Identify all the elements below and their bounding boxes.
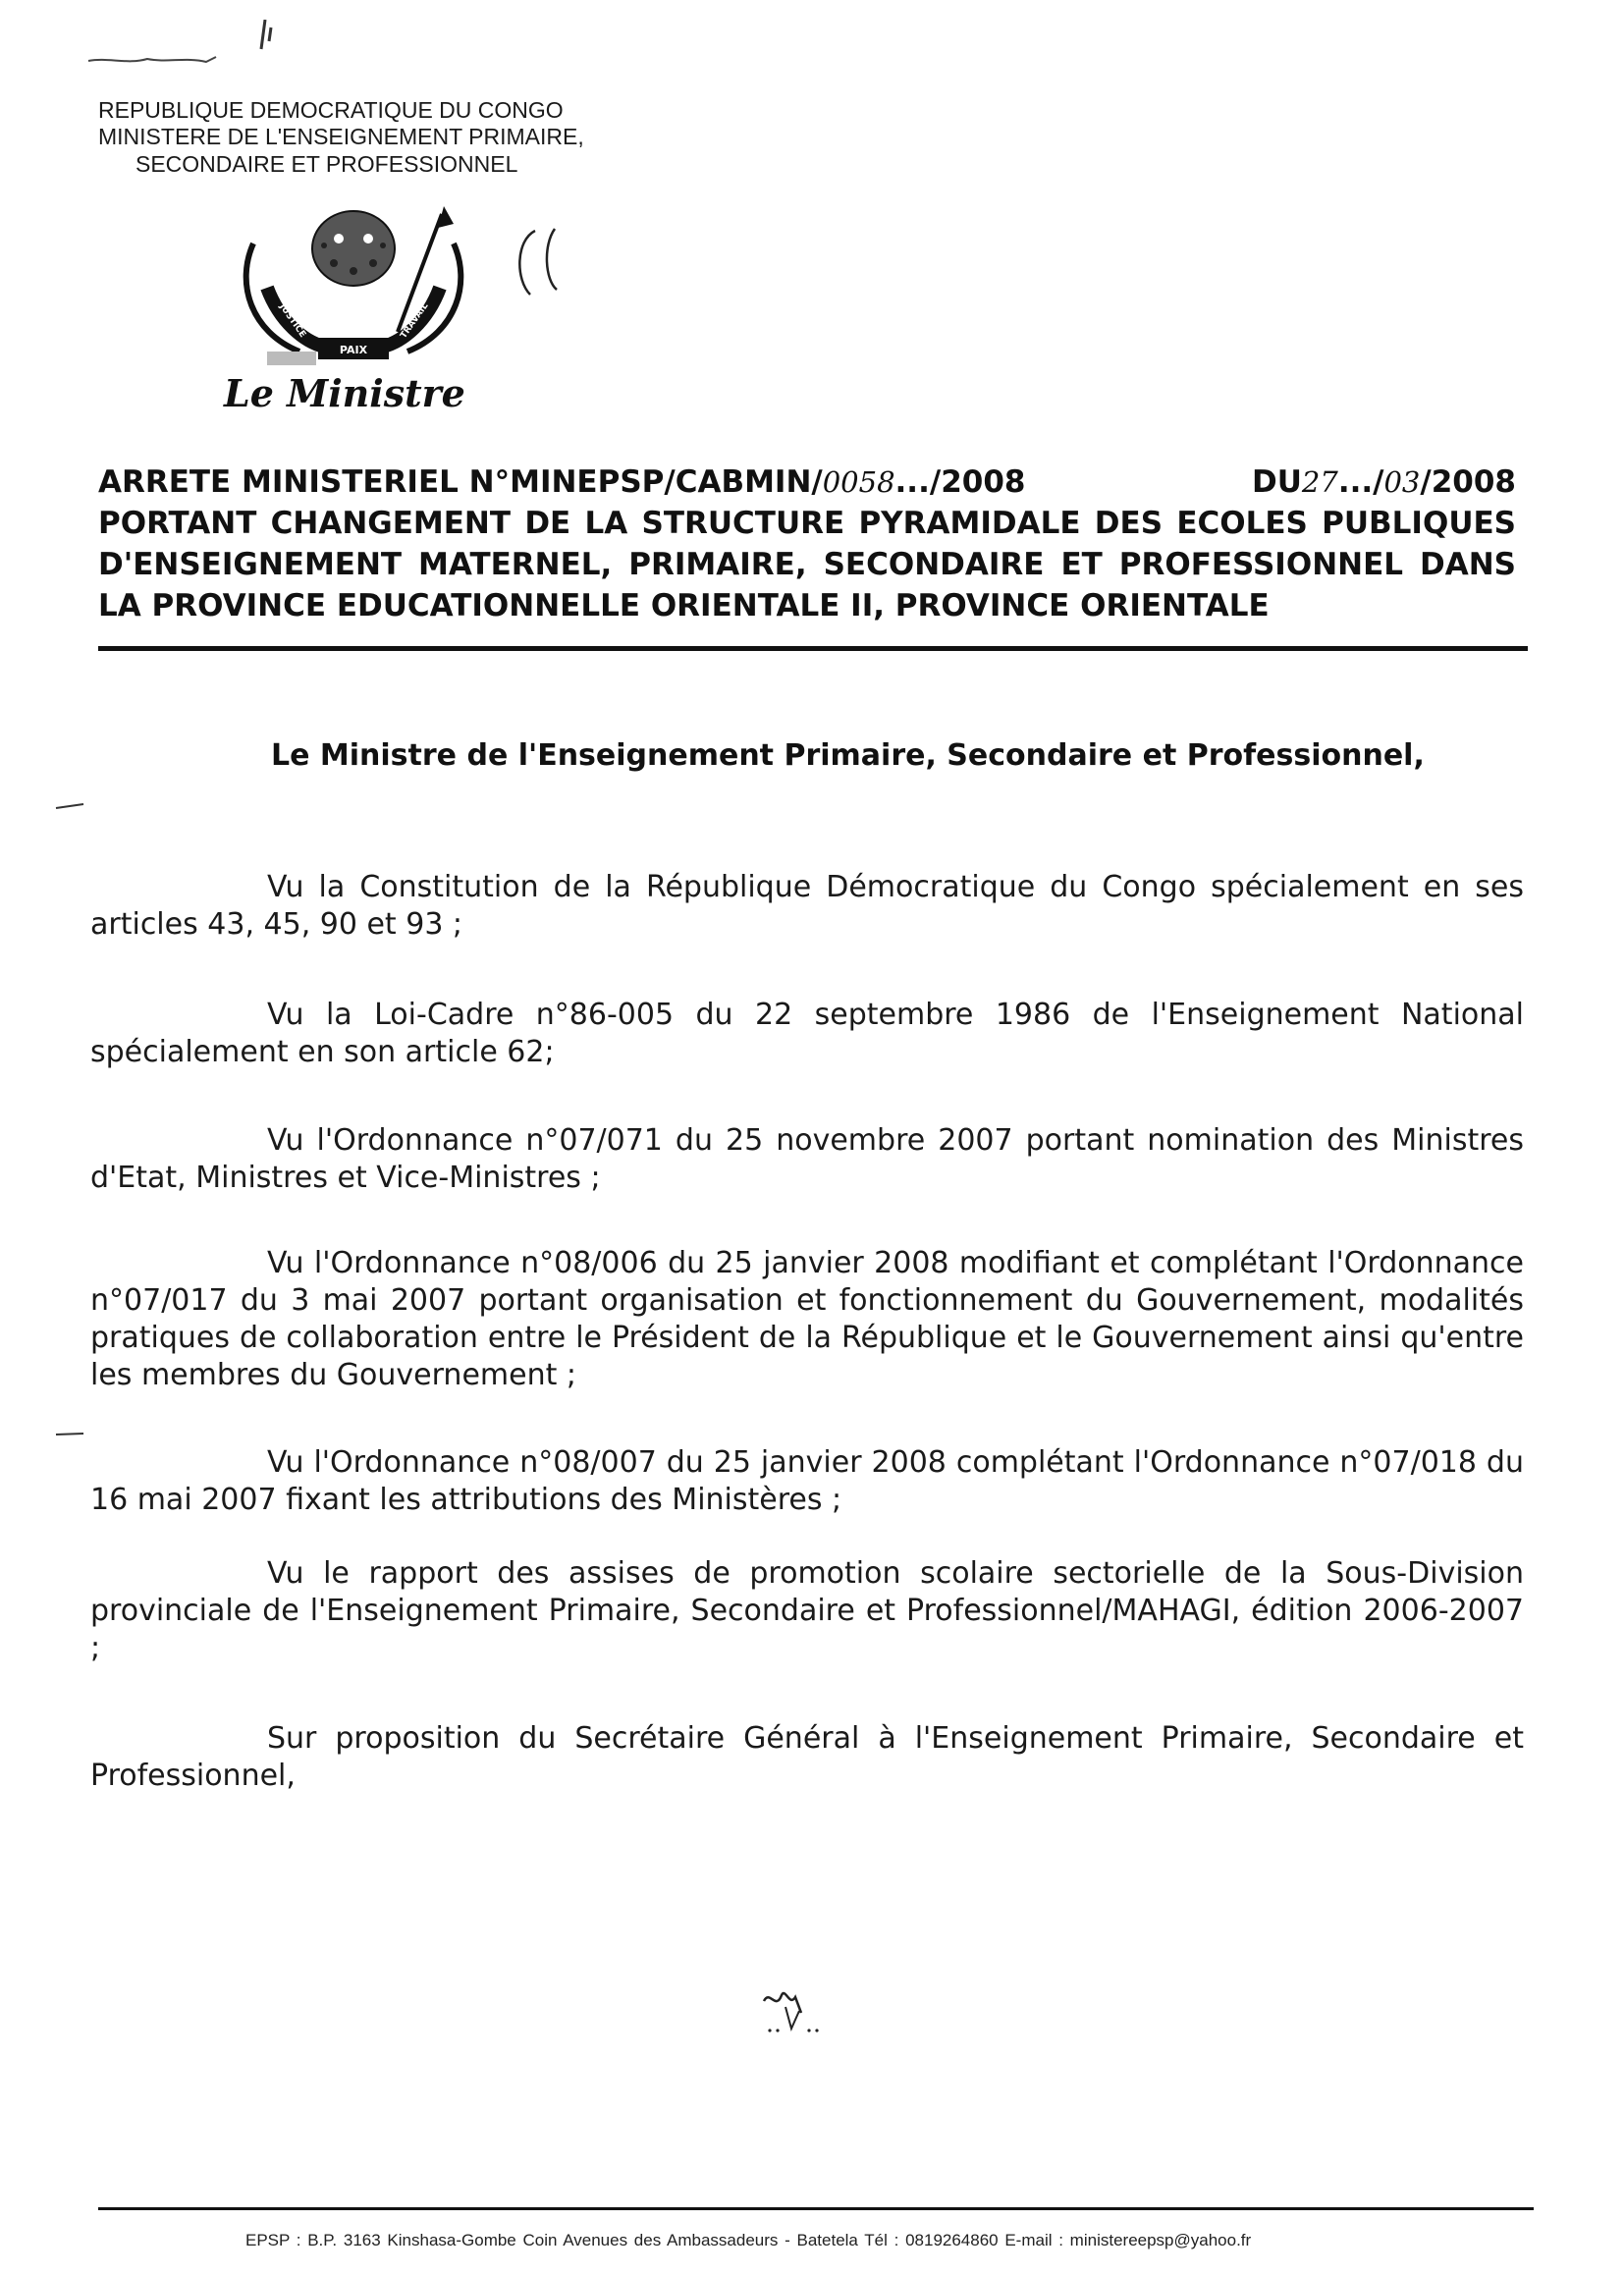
minister-signature-heading: Le Ministre — [224, 371, 465, 415]
decree-reference — [98, 461, 1516, 503]
margin-tick — [54, 1429, 89, 1440]
considerant-text: Vu la Loi-Cadre n°86-005 du 22 septembre 1986 de l'Enseignement National spécialement en son article 62; — [90, 998, 1524, 1069]
decree-ref-label: ARRETE MINISTERIEL N°MINEPSP/CABMIN/ — [98, 464, 823, 500]
considerant-paragraph — [90, 997, 1524, 1071]
considerant-paragraph — [90, 869, 1524, 944]
considerant-text: Vu l'Ordonnance n°07/071 du 25 novembre 2007 portant nomination des Ministres d'Etat, Ministres et Vice-Ministres ; — [90, 1123, 1524, 1195]
considerant-text: Vu l'Ordonnance n°08/007 du 25 janvier 2008 complétant l'Ordonnance n°07/018 du 16 mai 2007 fixant les attributions des Ministères ; — [90, 1445, 1524, 1517]
considerant-text: Sur proposition du Secrétaire Général à l'Enseignement Primaire, Secondaire et Professionnel, — [90, 1721, 1524, 1793]
handwritten-initials — [506, 221, 584, 319]
title-divider — [98, 646, 1528, 651]
considerant-text: Vu la Constitution de la République Démocratique du Congo spécialement en ses articles 43, 45, 90 et 93 ; — [90, 870, 1524, 942]
considerant-paragraph — [90, 1444, 1524, 1519]
decree-ref-group — [98, 461, 1025, 503]
considerant-text: Vu l'Ordonnance n°08/006 du 25 janvier 2008 modifiant et complétant l'Ordonnance n°07/017 du 3 mai 2007 portant organisation et fonctionnement du Gouvernement, modalités pratiques de collaboration entre le Président de la République et le Gouvernement ainsi qu'entre les membres du Gouvernement ; — [90, 1246, 1524, 1392]
header-ministry: MINISTERE DE L'ENSEIGNEMENT PRIMAIRE, — [98, 124, 584, 149]
decree-ref-year: /2008 — [929, 464, 1026, 500]
footer-divider — [98, 2207, 1534, 2210]
considerant-paragraph — [90, 1245, 1524, 1394]
coat-of-arms-icon — [196, 185, 491, 371]
margin-tick — [54, 800, 89, 812]
decree-date-month: 03 — [1383, 465, 1421, 499]
decree-title-line-3: LA PROVINCE EDUCATIONNELLE ORIENTALE II, PROVINCE ORIENTALE — [98, 588, 1270, 623]
decree-date-label: DU — [1252, 464, 1302, 500]
decree-date-group — [1252, 461, 1516, 503]
decree-ref-number: 0058 — [822, 465, 895, 499]
motto-center: PAIX — [339, 344, 368, 356]
header-republic: REPUBLIQUE DEMOCRATIQUE DU CONGO — [98, 97, 564, 123]
decree-date-year: /2008 — [1420, 464, 1516, 500]
header-ministry-cont: SECONDAIRE ET PROFESSIONNEL — [135, 151, 518, 177]
decree-date-dots: .../ — [1337, 464, 1384, 500]
decree-title-line-2: D'ENSEIGNEMENT MATERNEL, PRIMAIRE, SECONDAIRE ET PROFESSIONNEL DANS — [98, 547, 1516, 582]
handwritten-page-mark — [756, 1983, 854, 2042]
decree-ref-dots: ... — [894, 464, 930, 500]
considerant-text: Vu le rapport des assises de promotion scolaire sectorielle de la Sous-Division provinciale de l'Enseignement Primaire, Secondaire et Professionnel/MAHAGI, édition 2006-2007 ; — [90, 1556, 1524, 1665]
decree-date-day: 27 — [1301, 465, 1338, 499]
minister-heading: Le Ministre de l'Enseignement Primaire, Secondaire et Professionnel, — [271, 738, 1425, 773]
motto-right: TRAVAIL — [399, 300, 431, 341]
decree-title-line-1: PORTANT CHANGEMENT DE LA STRUCTURE PYRAMIDALE DES ECOLES PUBLIQUES — [98, 506, 1516, 541]
considerant-paragraph — [90, 1122, 1524, 1197]
handwritten-scribble — [69, 20, 285, 79]
motto-left: JUSTICE — [277, 301, 308, 340]
considerant-paragraph — [90, 1720, 1524, 1795]
considerant-paragraph — [90, 1555, 1524, 1667]
footer-contact: EPSP : B.P. 3163 Kinshasa-Gombe Coin Avenues des Ambassadeurs - Batetela Tél : 0819264860 E-mail : ministereepsp@yahoo.fr — [245, 2231, 1252, 2249]
